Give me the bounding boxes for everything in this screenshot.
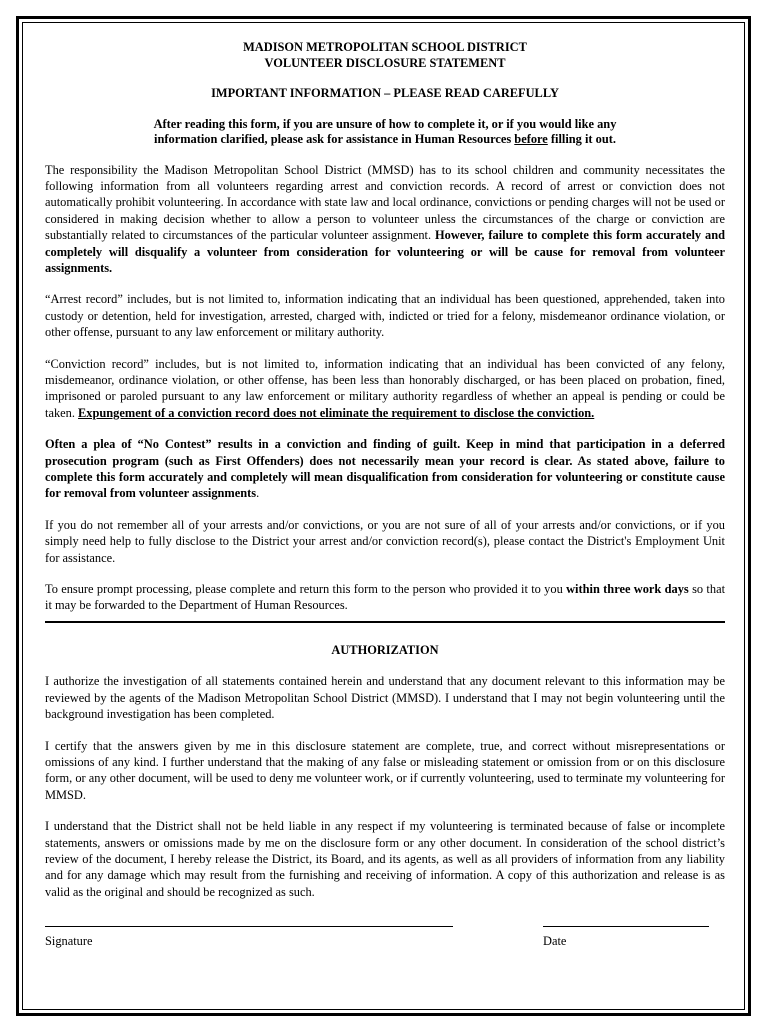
processing-paragraph: [45, 581, 725, 614]
instruction-line-1: After reading this form, if you are unsure of how to complete it, or if you would like any: [153, 116, 617, 131]
authorization-paragraph-1: I authorize the investigation of all statements contained herein and understand that any document relevant to this information may be reviewed by the agents of the Madison Metropolitan School District (MMSD). I understand that I may not begin volunteering until the background investigation has been completed.: [45, 674, 725, 722]
date-label: Date: [543, 934, 567, 949]
signature-label: Signature: [45, 934, 93, 949]
conviction-text: “Conviction record” includes, but is not limited to, information indicating that an individual has been convicted of any felony, misdemeanor, ordinance violation, or other offense, has been less than honorably discharged, or has been placed on probation, fined, imprisoned or paroled pursuant to any law enforcement or military authority regardless of whether an appeal is pending or could be taken.: [45, 356, 725, 420]
failure-warning: However, failure to complete this form accurately and completely will disqualify a volunteer from consideration for volunteering or will be cause for removal from volunteer assignments.: [45, 228, 725, 275]
org-name: MADISON METROPOLITAN SCHOOL DISTRICT: [243, 40, 527, 54]
authorization-paragraph-3: I understand that the District shall not be held liable in any respect if my volunteering is terminated because of false or incomplete statements, answers or omissions made by me on the disclosure form or any other document. In consideration of the school district’s review of the document, I hereby release the District, its Board, and its agents, as well as all providers of information from any liability and for any damage which may result from the furnishing and receiving of information. A copy of this authorization and release is as valid as the original and should be recognized as such.: [45, 819, 725, 899]
form-content: [45, 40, 725, 955]
authorization-heading: AUTHORIZATION: [331, 642, 439, 657]
instruction-text: information clarified, please ask for assistance in Human Resources: [154, 132, 515, 146]
signature-row: [45, 915, 725, 955]
conviction-record-definition: [45, 356, 725, 422]
no-contest-end: .: [256, 486, 260, 501]
signature-line[interactable]: [45, 926, 453, 927]
processing-end: so that it may be forwarded to the Department of Human Resources.: [45, 582, 726, 613]
authorization-paragraph-2: I certify that the answers given by me in this disclosure statement are complete, true, and correct without misrepresentations or omissions of any kind. I further understand that the making of any false or misleading statement or omission from or on this disclosure form, or any other document, will be used to deny me volunteer work, or if currently volunteering, used to terminate my volunteering for MMSD.: [45, 738, 725, 802]
important-notice: IMPORTANT INFORMATION – PLEASE READ CAREFULLY: [211, 86, 559, 100]
instruction-line-2: [45, 132, 725, 148]
processing-text: To ensure prompt processing, please complete and return this form to the person who provided it to you: [45, 582, 567, 597]
no-contest-text: Often a plea of “No Contest” results in a conviction and finding of guilt. Keep in mind that participation in a deferred prosecution program (such as First Offenders) does not necessarily mean your record is clear. As stated above, failure to complete this form accurately and completely will mean disqualification from consideration for volunteering or constitute cause for removal from volunteer assignments: [45, 437, 725, 501]
help-paragraph: If you do not remember all of your arrests and/or convictions, or you are not sure of all of your arrests and/or convictions, or if you simply need help to fully disclose to the District your arrest and/or conviction record(s), please contact the District's Employment Unit for assistance.: [45, 517, 725, 565]
section-divider: [45, 621, 725, 623]
responsibility-paragraph: [45, 162, 725, 277]
date-line[interactable]: [543, 926, 709, 927]
instructions: [45, 117, 725, 148]
deadline-emphasis: within three work days: [566, 582, 689, 597]
before-emphasis: before: [514, 132, 548, 146]
responsibility-text: The responsibility the Madison Metropolitan School District (MMSD) has to its school children and community necessitates the following information from all volunteers regarding arrest and conviction records. A record of arrest or conviction does not automatically prohibit volunteering. In accordance with state law and local ordinance, convictions or pending charges will not be used or considered in making decision whether to allow a person to volunteer unless the circumstances of the charge or conviction are substantially related to circumstances of the particular volunteer assignment.: [45, 162, 725, 243]
form-title: VOLUNTEER DISCLOSURE STATEMENT: [264, 55, 506, 70]
no-contest-paragraph: [45, 436, 725, 502]
expungement-notice: Expungement of a conviction record does not eliminate the requirement to disclose the conviction.: [78, 405, 595, 420]
instruction-end: filling it out.: [547, 132, 616, 146]
arrest-record-definition: “Arrest record” includes, but is not limited to, information indicating that an individual has been questioned, apprehended, taken into custody or detention, held for investigation, arrested, charged with, indicted or tried for a felony, misdemeanor ordinance violation, or other offense, pursuant to any law enforcement or military authority.: [45, 292, 725, 340]
